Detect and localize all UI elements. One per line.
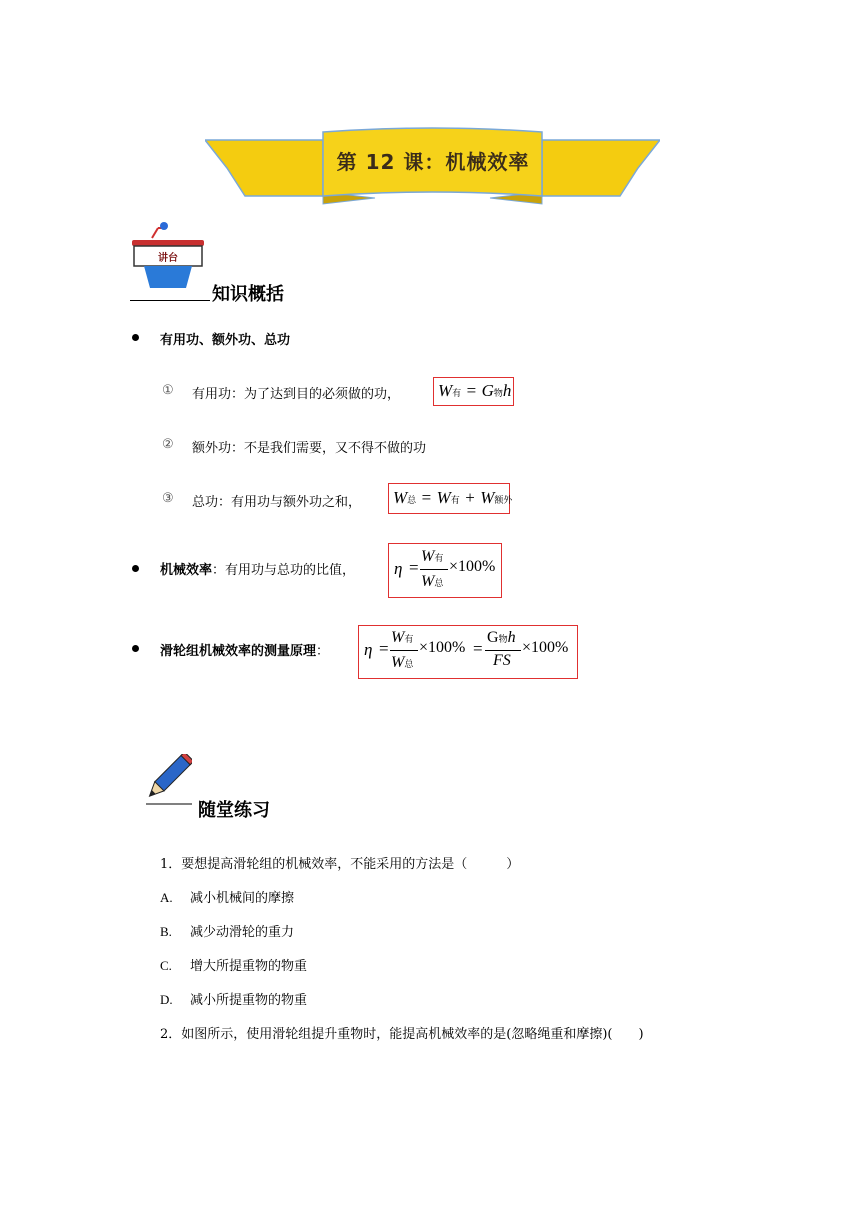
question-1-stem: 1．要想提高滑轮组的机械效率，不能采用的方法是（ ） <box>160 857 520 872</box>
topic2-label: 机械效率 <box>160 563 213 578</box>
item-number: ① <box>162 383 174 398</box>
practice-heading: 随堂练习 <box>198 800 270 821</box>
bullet-icon <box>132 334 139 341</box>
podium-label: 讲台 <box>158 253 178 264</box>
topic1-label: 有用功、额外功、总功 <box>160 333 291 348</box>
option-c[interactable]: C. 增大所提重物的物重 <box>160 958 308 974</box>
total-work-text: 总功：有用功与额外功之和， <box>192 495 362 510</box>
useful-work-formula: W有 = G物h <box>433 377 514 406</box>
total-work-formula: W总 = W有 + W额外 <box>388 483 510 514</box>
option-a[interactable]: A. 减小机械间的摩擦 <box>160 890 295 906</box>
topic2-line <box>160 559 355 578</box>
podium-icon <box>130 218 210 300</box>
useful-work-text: 有用功：为了达到目的必须做的功， <box>192 387 401 402</box>
pencil-icon <box>136 754 192 808</box>
bullet-icon <box>132 565 139 572</box>
section-underline <box>130 300 210 301</box>
item-number: ② <box>162 437 174 452</box>
bullet-icon <box>132 645 139 652</box>
topic2-text: ：有用功与总功的比值， <box>212 563 356 578</box>
topic3-line: 滑轮组机械效率的测量原理： <box>160 644 330 659</box>
knowledge-heading: 知识概括 <box>212 284 284 305</box>
question-2-stem: 2．如图所示，使用滑轮组提升重物时，能提高机械效率的是(忽略绳重和摩擦)( ) <box>160 1027 644 1042</box>
topic3-label: 滑轮组机械效率的测量原理 <box>160 644 317 659</box>
option-d[interactable]: D. 减小所提重物的物重 <box>160 992 308 1008</box>
lesson-title: 第 12 课：机械效率 <box>336 150 530 174</box>
efficiency-formula: η = W有 W总 ×100% <box>388 543 502 598</box>
item-number: ③ <box>162 491 174 506</box>
pulley-efficiency-formula: η = W有 W总 ×100% = G物h FS ×100% <box>358 625 578 679</box>
extra-work-text: 额外功：不是我们需要，又不得不做的功 <box>192 441 427 456</box>
option-b[interactable]: B. 减少动滑轮的重力 <box>160 924 295 940</box>
